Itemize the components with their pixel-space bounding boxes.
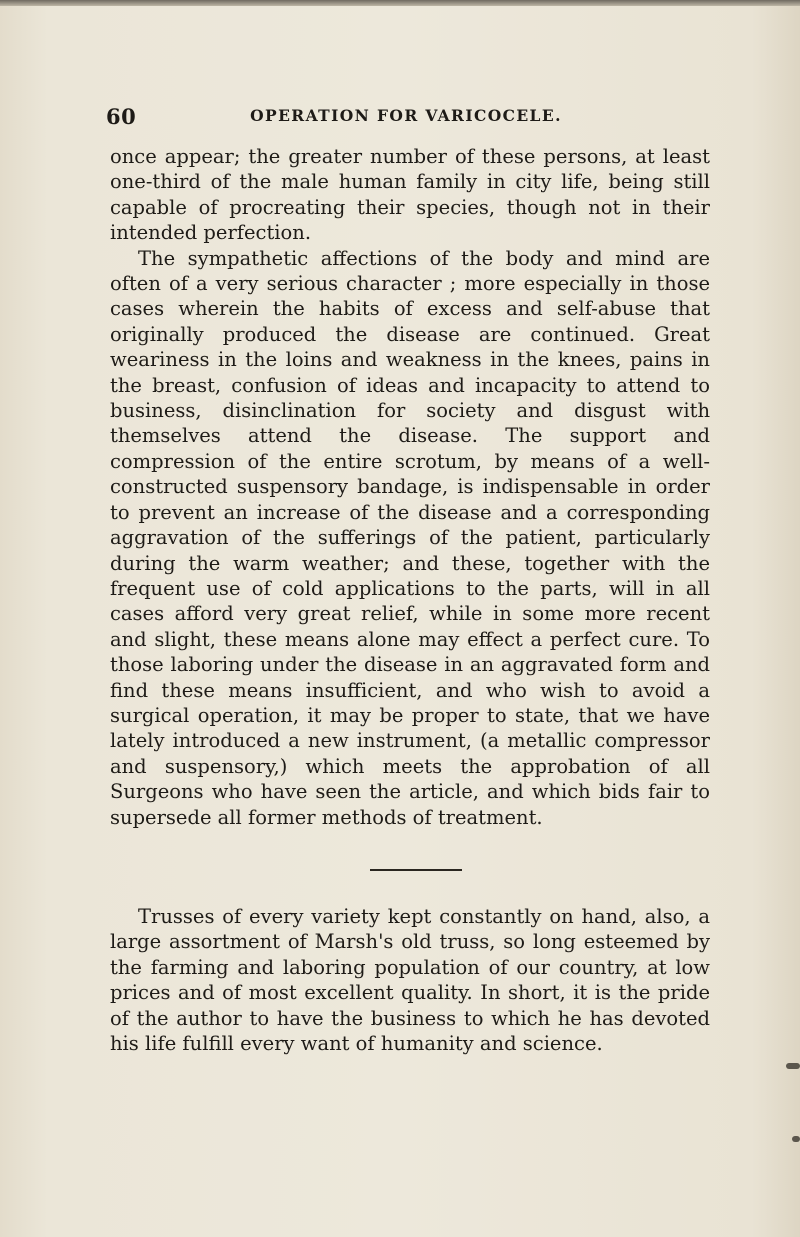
page-edge-shadow	[0, 0, 800, 6]
body-text	[110, 144, 710, 830]
advertisement-text: Trusses of every variety kept constantly on hand, also, a large assortment of Marsh's old truss, so long esteemed by the farming and laboring population of our country, at low prices and of most excellent quality. In short, it is the pride of the author to have the business to which he has devoted his life fulfill every want of humanity and science.	[110, 905, 710, 1056]
paragraph-continued: once appear; the greater number of these persons, at least one-third of the male human family in city life, being still capable of procreating their species, though not in their intended perfection.	[110, 145, 710, 245]
running-title: OPERATION FOR VARICOCELE.	[250, 106, 562, 125]
margin-ink-mark	[786, 1063, 800, 1069]
page-header	[106, 104, 706, 132]
section-divider	[370, 869, 462, 871]
margin-ink-mark	[792, 1136, 800, 1142]
advertisement-block	[110, 904, 710, 1056]
page-number: 60	[106, 104, 137, 129]
paragraph-sympathetic-affections: The sympathetic affections of the body and mind are often of a very serious character ; more especially in those cases wherein the habits of excess and self-abuse that originally produced the disease are continued. Great weariness in the loins and weakness in the knees, pains in the breast, confusion of ideas and incapacity to attend to business, disinclination for society and disgust with themselves attend the disease. The support and compression of the entire scrotum, by means of a well-constructed suspensory bandage, is indispensable in order to prevent an increase of the disease and a corresponding aggravation of the sufferings of the patient, particularly during the warm weather; and these, together with the frequent use of cold applications to the parts, will in all cases afford very great relief, while in some more recent and slight, these means alone may effect a perfect cure. To those laboring under the disease in an aggravated form and find these means insufficient, and who wish to avoid a surgical operation, it may be proper to state, that we have lately introduced a new instrument, (a metallic compressor and suspensory,) which meets the approbation of all Surgeons who have seen the article, and which bids fair to supersede all former methods of treatment.	[110, 246, 710, 829]
